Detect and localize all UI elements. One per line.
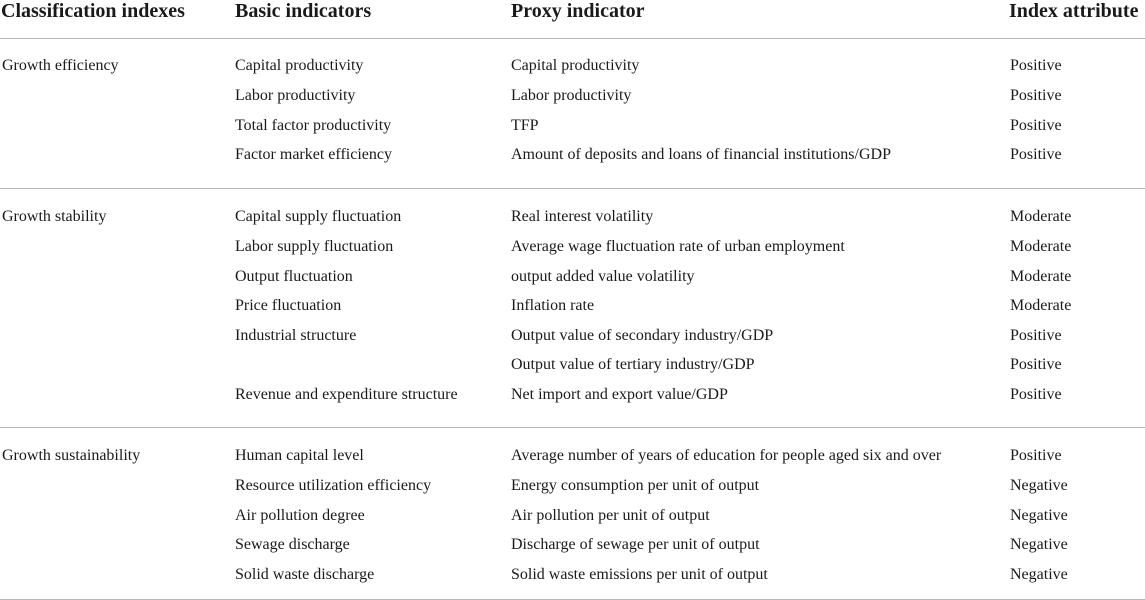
index-attribute-cell: Positive [1010,386,1062,403]
table-row [0,116,1145,146]
proxy-indicator-cell: Real interest volatility [511,208,654,225]
section-growth-stability [0,189,1145,428]
table-row [0,446,1145,476]
proxy-indicator-cell: Inflation rate [511,297,595,314]
table-row [0,56,1145,86]
index-attribute-cell: Positive [1010,327,1062,344]
table-row [0,267,1145,297]
proxy-indicator-cell: Net import and export value/GDP [511,386,728,403]
proxy-indicator-cell: Capital productivity [511,57,640,74]
basic-indicator-cell: Air pollution degree [235,507,365,524]
section-growth-sustainability [0,428,1145,600]
table-row [0,145,1145,175]
index-attribute-cell: Positive [1010,356,1062,373]
proxy-indicator-cell: TFP [511,117,539,134]
proxy-indicator-cell: Amount of deposits and loans of financial institutions/GDP [511,146,891,163]
proxy-indicator-cell: Solid waste emissions per unit of output [511,566,768,583]
index-attribute-cell: Moderate [1010,208,1072,225]
header-index-attribute: Index attribute [1009,0,1139,22]
proxy-indicator-cell: Average number of years of education for people aged six and over [511,447,942,464]
basic-indicator-cell: Factor market efficiency [235,146,392,163]
classification-cell: Growth efficiency [2,57,119,74]
index-attribute-cell: Negative [1010,507,1068,524]
index-attribute-cell: Positive [1010,87,1062,104]
proxy-indicator-cell: Discharge of sewage per unit of output [511,536,760,553]
basic-indicator-cell: Capital supply fluctuation [235,208,402,225]
index-attribute-cell: Negative [1010,536,1068,553]
header-basic-indicators: Basic indicators [235,0,372,22]
classification-cell: Growth stability [2,208,107,225]
table-row [0,86,1145,116]
table-row [0,296,1145,326]
basic-indicator-cell: Price fluctuation [235,297,342,314]
proxy-indicator-cell: output added value volatility [511,268,695,285]
proxy-indicator-cell: Output value of secondary industry/GDP [511,327,774,344]
index-attribute-cell: Moderate [1010,297,1072,314]
basic-indicator-cell: Output fluctuation [235,268,353,285]
basic-indicator-cell: Revenue and expenditure structure [235,386,458,403]
basic-indicator-cell: Solid waste discharge [235,566,375,583]
header-proxy-indicator: Proxy indicator [511,0,645,22]
index-attribute-cell: Negative [1010,477,1068,494]
basic-indicator-cell: Labor supply fluctuation [235,238,394,255]
index-attribute-cell: Positive [1010,57,1062,74]
index-attribute-cell: Positive [1010,447,1062,464]
index-attribute-cell: Moderate [1010,238,1072,255]
table-row [0,535,1145,565]
basic-indicator-cell: Industrial structure [235,327,357,344]
table-row [0,506,1145,536]
basic-indicator-cell: Labor productivity [235,87,356,104]
table-row [0,326,1145,356]
basic-indicator-cell: Capital productivity [235,57,364,74]
header-classification-indexes: Classification indexes [1,0,185,22]
table-row [0,385,1145,415]
proxy-indicator-cell: Energy consumption per unit of output [511,477,760,494]
table-header [0,0,1145,39]
basic-indicator-cell: Human capital level [235,447,364,464]
proxy-indicator-cell: Output value of tertiary industry/GDP [511,356,755,373]
index-attribute-cell: Moderate [1010,268,1072,285]
basic-indicator-cell: Total factor productivity [235,117,392,134]
table-row [0,565,1145,595]
table-row [0,207,1145,237]
section-growth-efficiency [0,39,1145,189]
proxy-indicator-cell: Average wage fluctuation rate of urban employment [511,238,845,255]
table-row [0,355,1145,385]
table-row [0,476,1145,506]
proxy-indicator-cell: Labor productivity [511,87,632,104]
index-attribute-cell: Positive [1010,146,1062,163]
index-attribute-cell: Positive [1010,117,1062,134]
basic-indicator-cell: Sewage discharge [235,536,350,553]
classification-cell: Growth sustainability [2,447,141,464]
index-attribute-cell: Negative [1010,566,1068,583]
basic-indicator-cell: Resource utilization efficiency [235,477,432,494]
proxy-indicator-cell: Air pollution per unit of output [511,507,710,524]
table-row [0,237,1145,267]
